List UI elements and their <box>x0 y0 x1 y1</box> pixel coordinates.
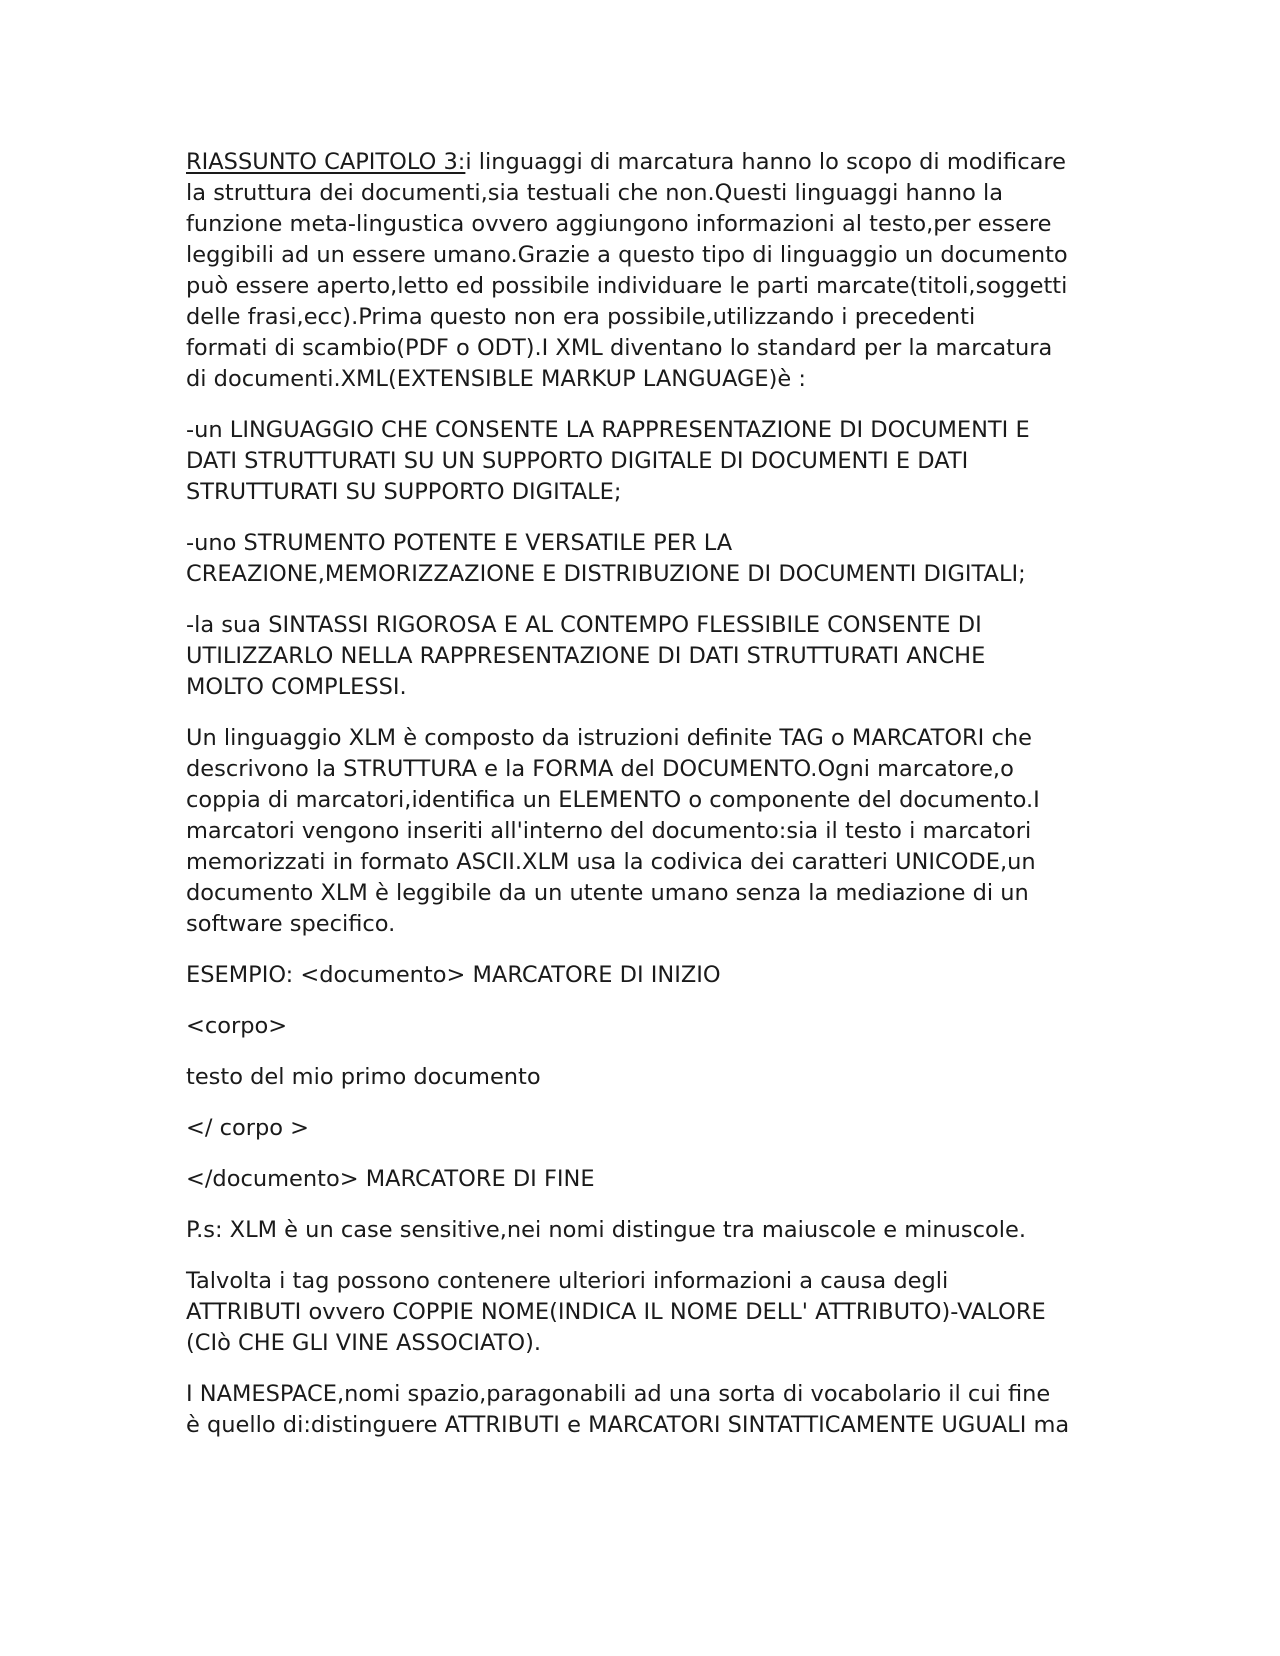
xlm-line: software specifico. <box>186 911 396 937</box>
intro-line <box>186 147 1098 178</box>
attributes-paragraph <box>186 1266 1098 1359</box>
xlm-line: marcatori vengono inseriti all'interno del documento:sia il testo i marcatori <box>186 818 1032 844</box>
intro-line: delle frasi,ecc).Prima questo non era possibile,utilizzando i precedenti <box>186 304 976 330</box>
intro-line: formati di scambio(PDF o ODT).I XML diventano lo standard per la marcatura <box>186 335 1053 361</box>
xlm-line: descrivono la STRUTTURA e la FORMA del DOCUMENTO.Ogni marcatore,o <box>186 756 1014 782</box>
bullet-paragraph-1 <box>186 415 1098 508</box>
attributes-line: ATTRIBUTI ovvero COPPIE NOME(INDICA IL NOME DELL' ATTRIBUTO)-VALORE <box>186 1299 1046 1325</box>
example-line-3 <box>186 1062 1098 1093</box>
ps-text: P.s: XLM è un case sensitive,nei nomi distingue tra maiuscole e minuscole. <box>186 1217 1027 1243</box>
xlm-line: Un linguaggio XLM è composto da istruzioni definite TAG o MARCATORI che <box>186 725 1032 751</box>
bullet-line: -la sua SINTASSI RIGOROSA E AL CONTEMPO FLESSIBILE CONSENTE DI <box>186 612 982 638</box>
example-line-2 <box>186 1011 1098 1042</box>
example-text: <corpo> <box>186 1013 288 1039</box>
intro-paragraph <box>186 147 1098 395</box>
intro-text: i linguaggi di marcatura hanno lo scopo di modificare <box>465 149 1066 175</box>
namespace-paragraph <box>186 1379 1098 1441</box>
ps-paragraph <box>186 1215 1098 1246</box>
xlm-line: coppia di marcatori,identifica un ELEMENTO o componente del documento.I <box>186 787 1040 813</box>
example-line-5 <box>186 1164 1098 1195</box>
bullet-line: DATI STRUTTURATI SU UN SUPPORTO DIGITALE DI DOCUMENTI E DATI <box>186 448 969 474</box>
bullet-line: STRUTTURATI SU SUPPORTO DIGITALE; <box>186 479 622 505</box>
intro-line: funzione meta-lingustica ovvero aggiungono informazioni al testo,per essere <box>186 211 1052 237</box>
namespace-line: I NAMESPACE,nomi spazio,paragonabili ad una sorta di vocabolario il cui fine <box>186 1381 1051 1407</box>
intro-line: leggibili ad un essere umano.Grazie a questo tipo di linguaggio un documento <box>186 242 1068 268</box>
intro-line: la struttura dei documenti,sia testuali che non.Questi linguaggi hanno la <box>186 180 1004 206</box>
xlm-paragraph <box>186 723 1098 940</box>
attributes-line: Talvolta i tag possono contenere ulteriori informazioni a causa degli <box>186 1268 949 1294</box>
bullet-line: CREAZIONE,MEMORIZZAZIONE E DISTRIBUZIONE DI DOCUMENTI DIGITALI; <box>186 561 1026 587</box>
intro-line: di documenti.XML(EXTENSIBLE MARKUP LANGUAGE)è : <box>186 366 806 392</box>
xlm-line: documento XLM è leggibile da un utente umano senza la mediazione di un <box>186 880 1029 906</box>
example-text: ESEMPIO: <documento> MARCATORE DI INIZIO <box>186 962 721 988</box>
example-text: testo del mio primo documento <box>186 1064 541 1090</box>
bullet-line: MOLTO COMPLESSI. <box>186 674 407 700</box>
bullet-line: -uno STRUMENTO POTENTE E VERSATILE PER LA <box>186 530 733 556</box>
intro-line: può essere aperto,letto ed possibile individuare le parti marcate(titoli,soggetti <box>186 273 1068 299</box>
bullet-line: UTILIZZARLO NELLA RAPPRESENTAZIONE DI DATI STRUTTURATI ANCHE <box>186 643 986 669</box>
example-text: </documento> MARCATORE DI FINE <box>186 1166 595 1192</box>
bullet-line: -un LINGUAGGIO CHE CONSENTE LA RAPPRESENTAZIONE DI DOCUMENTI E <box>186 417 1030 443</box>
bullet-paragraph-3 <box>186 610 1098 703</box>
example-text: </ corpo > <box>186 1115 310 1141</box>
xlm-line: memorizzati in formato ASCII.XLM usa la codivica dei caratteri UNICODE,un <box>186 849 1036 875</box>
attributes-line: (CIò CHE GLI VINE ASSOCIATO). <box>186 1330 542 1356</box>
example-line-1 <box>186 960 1098 991</box>
example-line-4 <box>186 1113 1098 1144</box>
chapter-heading: RIASSUNTO CAPITOLO 3: <box>186 149 466 175</box>
namespace-line: è quello di:distinguere ATTRIBUTI e MARCATORI SINTATTICAMENTE UGUALI ma <box>186 1412 1070 1438</box>
document-body <box>186 147 1098 1461</box>
bullet-paragraph-2 <box>186 528 1098 590</box>
